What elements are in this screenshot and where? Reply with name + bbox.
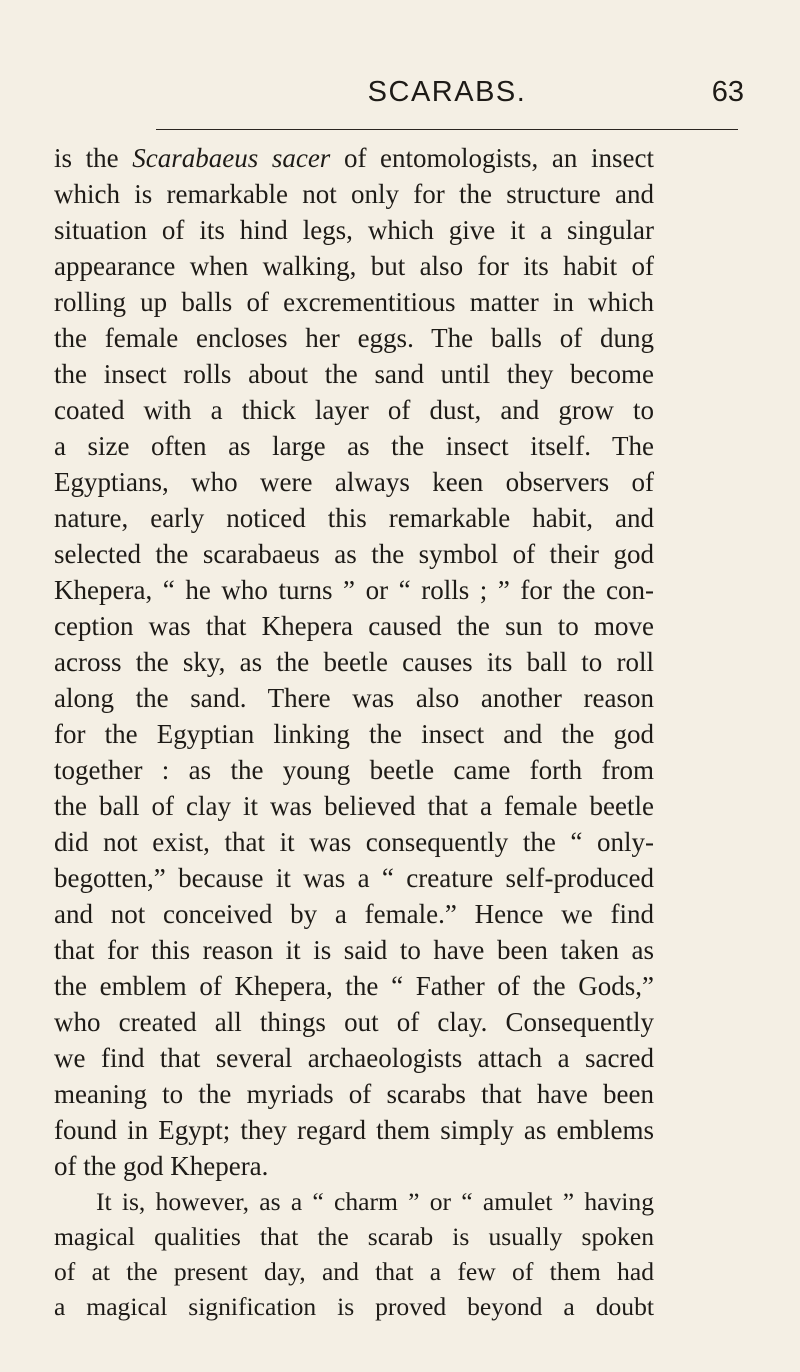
text-line: ception was that Khepera caused the sun to move: [54, 611, 654, 641]
text-line: situation of its hind legs, which give it a singular: [54, 215, 654, 245]
text-line: who created all things out of clay. Consequently: [54, 1007, 654, 1037]
running-head: SCARABS.: [367, 76, 527, 108]
text-line: appearance when walking, but also for its habit of: [54, 251, 654, 281]
text-line: is the Scarabaeus sacer of entomologists, an insect: [54, 143, 655, 173]
text-line: the emblem of Khepera, the “ Father of the Gods,”: [54, 971, 654, 1001]
text-line: Egyptians, who were always keen observers of: [54, 467, 654, 497]
text-line: meaning to the myriads of scarabs that have been: [54, 1079, 654, 1109]
text-line: rolling up balls of excrementitious matter in which: [54, 287, 654, 317]
text-line: the female encloses her eggs. The balls of dung: [54, 323, 654, 353]
paragraph: [54, 140, 654, 1184]
text-line: across the sky, as the beetle causes its ball to roll: [54, 647, 654, 677]
text-line: and not conceived by a female.” Hence we find: [54, 899, 654, 929]
header-rule: [156, 129, 738, 130]
text-line: the insect rolls about the sand until they become: [54, 359, 654, 389]
text-line: of the god Khepera.: [54, 1151, 269, 1181]
text-line: which is remarkable not only for the structure and: [54, 179, 654, 209]
body-text: [54, 140, 654, 1324]
text-line: that for this reason it is said to have been taken as: [54, 935, 654, 965]
text-line: a size often as large as the insect itself. The: [54, 431, 654, 461]
text-line: coated with a thick layer of dust, and grow to: [54, 395, 654, 425]
text-line: we find that several archaeologists attach a sacred: [54, 1043, 654, 1073]
text-line: did not exist, that it was consequently the “ only-: [54, 827, 654, 857]
italic-term: Scarabaeus sacer: [132, 143, 331, 173]
text-line: begotten,” because it was a “ creature self-produced: [54, 863, 654, 893]
text-line: together : as the young beetle came forth from: [54, 755, 654, 785]
text-line: a magical signification is proved beyond a doubt: [54, 1292, 654, 1321]
text-line: Khepera, “ he who turns ” or “ rolls ; ” for the con-: [54, 575, 654, 605]
text-line: magical qualities that the scarab is usually spoken: [54, 1222, 654, 1251]
text-line: selected the scarabaeus as the symbol of their god: [54, 539, 654, 569]
text-line: along the sand. There was also another reason: [54, 683, 654, 713]
text-line: found in Egypt; they regard them simply as emblems: [54, 1115, 654, 1145]
text-line: the ball of clay it was believed that a female beetle: [54, 791, 654, 821]
page-number: 63: [711, 76, 744, 108]
text-line: nature, early noticed this remarkable habit, and: [54, 503, 654, 533]
paragraph: [54, 1184, 654, 1324]
text-line: of at the present day, and that a few of them had: [54, 1257, 654, 1286]
page-header: [154, 76, 744, 116]
text-line: for the Egyptian linking the insect and the god: [54, 719, 654, 749]
text-line: It is, however, as a “ charm ” or “ amulet ” having: [96, 1187, 654, 1216]
